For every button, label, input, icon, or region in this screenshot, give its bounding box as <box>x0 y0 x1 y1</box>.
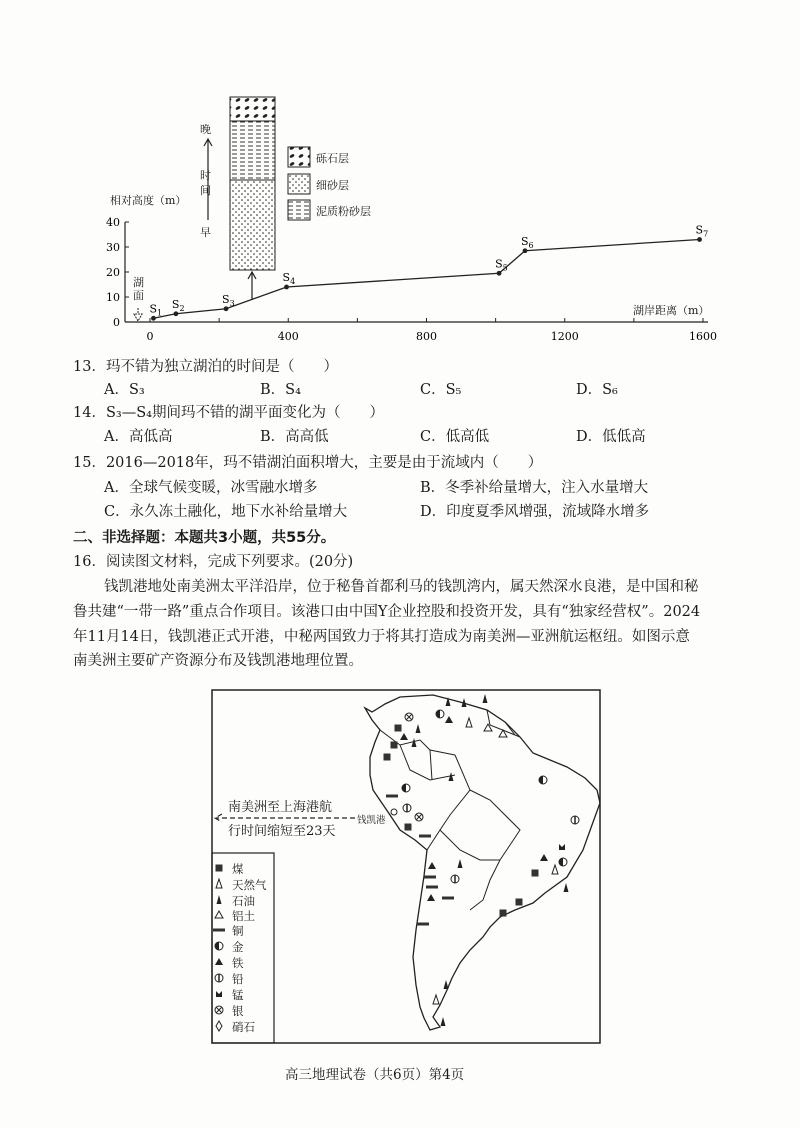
x-tick-label: 400 <box>277 330 299 343</box>
point-label-S5: $S_5$ <box>495 257 508 273</box>
mineral-coal-icon <box>516 899 523 906</box>
map-legend-label: 银 <box>232 1004 244 1018</box>
profile-point-S6 <box>523 248 528 253</box>
fine-sand-layer <box>230 180 275 270</box>
q16-text-line: 南美洲主要矿产资源分布及钱凯港地理位置。 <box>73 653 363 669</box>
map-legend-label: 硝石 <box>232 1020 255 1034</box>
mineral-oil-icon <box>416 724 421 733</box>
x-axis-label: 湖岸距离（m） <box>633 304 710 317</box>
mineral-copper-icon <box>419 835 431 838</box>
mineral-copper-icon <box>426 886 438 889</box>
q13-stem: 13．玛不错为独立湖泊的时间是（ ） <box>73 359 338 375</box>
lake-level-marker <box>134 308 142 321</box>
y-tick-label: 20 <box>106 266 120 279</box>
map-legend-label: 金 <box>232 940 244 954</box>
mineral-coal-icon <box>384 754 391 761</box>
profile-point-S5 <box>497 271 502 276</box>
q13-option-b: B．S₄ <box>260 382 301 398</box>
route-text-line2: 行时间缩短至23天 <box>228 824 336 839</box>
mineral-iron-icon <box>215 958 223 965</box>
mineral-coal-icon <box>391 742 398 749</box>
point-label-S3: $S_3$ <box>222 292 235 308</box>
mineral-iron-icon <box>428 862 436 869</box>
mineral-oil-icon <box>564 883 569 892</box>
mineral-gold-icon <box>402 784 410 792</box>
x-tick-label: 1600 <box>689 330 717 343</box>
south-america-map <box>212 690 600 1043</box>
mineral-copper-icon <box>213 929 225 932</box>
mineral-oil-icon <box>483 694 488 703</box>
mineral-gold-icon <box>436 710 444 718</box>
mineral-coal-icon <box>500 910 507 917</box>
q14-stem: 14．S₃—S₄期间玛不错的湖平面变化为（ ） <box>73 405 384 421</box>
point-label-S1: $S_1$ <box>149 302 163 318</box>
q14-option-c: C．低高低 <box>420 429 490 445</box>
legend-sand-swatch <box>288 174 310 194</box>
time-late-label: 晚 <box>200 123 211 136</box>
mineral-oil-icon <box>441 1017 446 1026</box>
mineral-coal-icon <box>216 865 223 872</box>
route-text-line1: 南美洲至上海港航 <box>228 800 333 815</box>
q15-option-d: D．印度夏季风增强，流域降水增多 <box>420 504 650 520</box>
y-tick-label: 40 <box>106 216 120 229</box>
mineral-lead-icon <box>451 875 459 883</box>
q16-text-line: 钱凯港地处南美洲太平洋沿岸，位于秘鲁首都利马的钱凯湾内，属天然深水良港，是中国和秘 <box>104 579 699 595</box>
q15-option-a: A．全球气候变暖，冰雪融水增多 <box>104 480 318 496</box>
mineral-bauxite-icon <box>215 911 223 918</box>
mineral-oil-icon <box>217 895 222 904</box>
x-tick-label: 1200 <box>550 330 579 343</box>
legend-gravel: 砾石层 <box>316 152 349 165</box>
mineral-iron-icon <box>445 716 453 723</box>
mineral-gas-icon <box>216 879 222 888</box>
mineral-gas-icon <box>552 865 558 874</box>
mineral-lead-icon <box>403 804 411 812</box>
profile-point-S3 <box>224 306 229 311</box>
map-legend-label: 天然气 <box>232 878 267 892</box>
mineral-silver-icon <box>415 813 423 821</box>
legend-fine-sand: 细砂层 <box>316 179 349 192</box>
q15-option-b: B．冬季补给量增大，注入水量增大 <box>420 480 649 496</box>
column-pointer-arrow <box>248 272 256 300</box>
mineral-gas-icon <box>433 995 439 1004</box>
q16-text-line: 年11月14日，钱凯港正式开港，中秘两国致力于将其打造成为南美洲—亚洲航运枢纽。如图示意 <box>73 629 690 645</box>
map-legend-label: 煤 <box>232 862 244 876</box>
q15-stem: 15．2016—2018年，玛不错湖泊面积增大，主要是由于流域内（ ） <box>73 455 543 471</box>
q13-option-a: A．S₃ <box>104 382 145 398</box>
mineral-manganese-icon <box>559 844 565 850</box>
mineral-gold-icon <box>215 942 223 950</box>
mineral-nitrate-icon <box>216 1021 222 1031</box>
profile-point-S7 <box>697 237 702 242</box>
mineral-copper-icon <box>424 876 436 879</box>
map-legend-label: 铁 <box>232 956 244 970</box>
mineral-coal-icon <box>532 870 539 877</box>
mineral-iron-icon <box>427 894 435 901</box>
mineral-iron-icon <box>540 854 548 861</box>
q14-option-d: D．低低高 <box>576 429 646 445</box>
mineral-oil-icon <box>412 738 417 747</box>
map-legend-label: 石油 <box>232 894 255 908</box>
legend-silt-swatch <box>288 200 310 220</box>
mineral-lead-icon <box>571 816 579 824</box>
map-legend-label: 铝土 <box>232 909 255 923</box>
chancay-port-marker <box>391 809 397 815</box>
mineral-manganese-icon <box>216 991 222 997</box>
q14-option-b: B．高高低 <box>260 429 329 445</box>
mineral-gold-icon <box>539 776 547 784</box>
y-tick-label: 30 <box>106 241 120 254</box>
point-label-S6: $S_6$ <box>521 234 534 250</box>
mineral-copper-icon <box>417 923 429 926</box>
y-tick-label: 0 <box>113 316 120 329</box>
x-tick-label: 0 <box>146 330 154 343</box>
mineral-silver-icon <box>405 713 413 721</box>
gravel-layer <box>230 97 275 121</box>
y-axis-label: 相对高度（m） <box>110 194 187 207</box>
q15-option-c: C．永久冻土融化，地下水补给量增大 <box>104 504 348 520</box>
q13-option-d: D．S₆ <box>576 382 618 398</box>
profile-point-S2 <box>174 311 179 316</box>
mineral-coal-icon <box>405 824 412 831</box>
point-label-S4: $S_4$ <box>282 271 296 286</box>
point-label-S2: $S_2$ <box>171 297 185 313</box>
map-frame <box>212 690 600 1043</box>
mineral-oil-icon <box>444 980 449 989</box>
section-2-heading: 二、非选择题：本题共3小题，共55分。 <box>73 530 336 546</box>
map-legend-label: 锰 <box>232 988 244 1002</box>
mineral-gold-icon <box>559 858 567 866</box>
y-tick-label: 10 <box>106 291 120 304</box>
q14-option-a: A．高低高 <box>104 429 173 445</box>
map-legend-label: 铅 <box>232 972 244 986</box>
mineral-oil-icon <box>458 859 463 868</box>
elevation-chart <box>106 97 717 343</box>
q16-stem: 16．阅读图文材料，完成下列要求。(20分) <box>73 554 354 570</box>
mineral-copper-icon <box>386 795 398 798</box>
page-footer: 高三地理试卷（共6页）第4页 <box>285 1067 465 1083</box>
mineral-gas-icon <box>466 718 472 727</box>
chancay-port-label: 钱凯港 <box>357 815 386 826</box>
silt-layer <box>230 121 275 180</box>
time-label: 时间 <box>200 169 211 197</box>
time-early-label: 早 <box>200 226 211 239</box>
q13-option-c: C．S₅ <box>420 382 462 398</box>
mineral-coal-icon <box>395 725 402 732</box>
mineral-copper-icon <box>442 897 454 900</box>
mineral-silver-icon <box>215 1006 223 1014</box>
lake-surface-label: 湖面 <box>133 276 144 302</box>
profile-point-S1 <box>151 316 156 321</box>
legend-gravel-swatch <box>288 147 310 167</box>
mineral-iron-icon <box>400 733 408 740</box>
profile-point-S4 <box>284 285 289 290</box>
q16-text-line: 鲁共建“一带一路”重点合作项目。该港口由中国Y企业控股和投资开发，具有“独家经营权”。2024 <box>73 604 701 620</box>
legend-silt: 泥质粉砂层 <box>316 205 371 218</box>
x-tick-label: 800 <box>416 330 437 343</box>
map-legend-label: 铜 <box>232 924 244 938</box>
mineral-lead-icon <box>215 974 223 982</box>
point-label-S7: $S_7$ <box>695 223 709 239</box>
